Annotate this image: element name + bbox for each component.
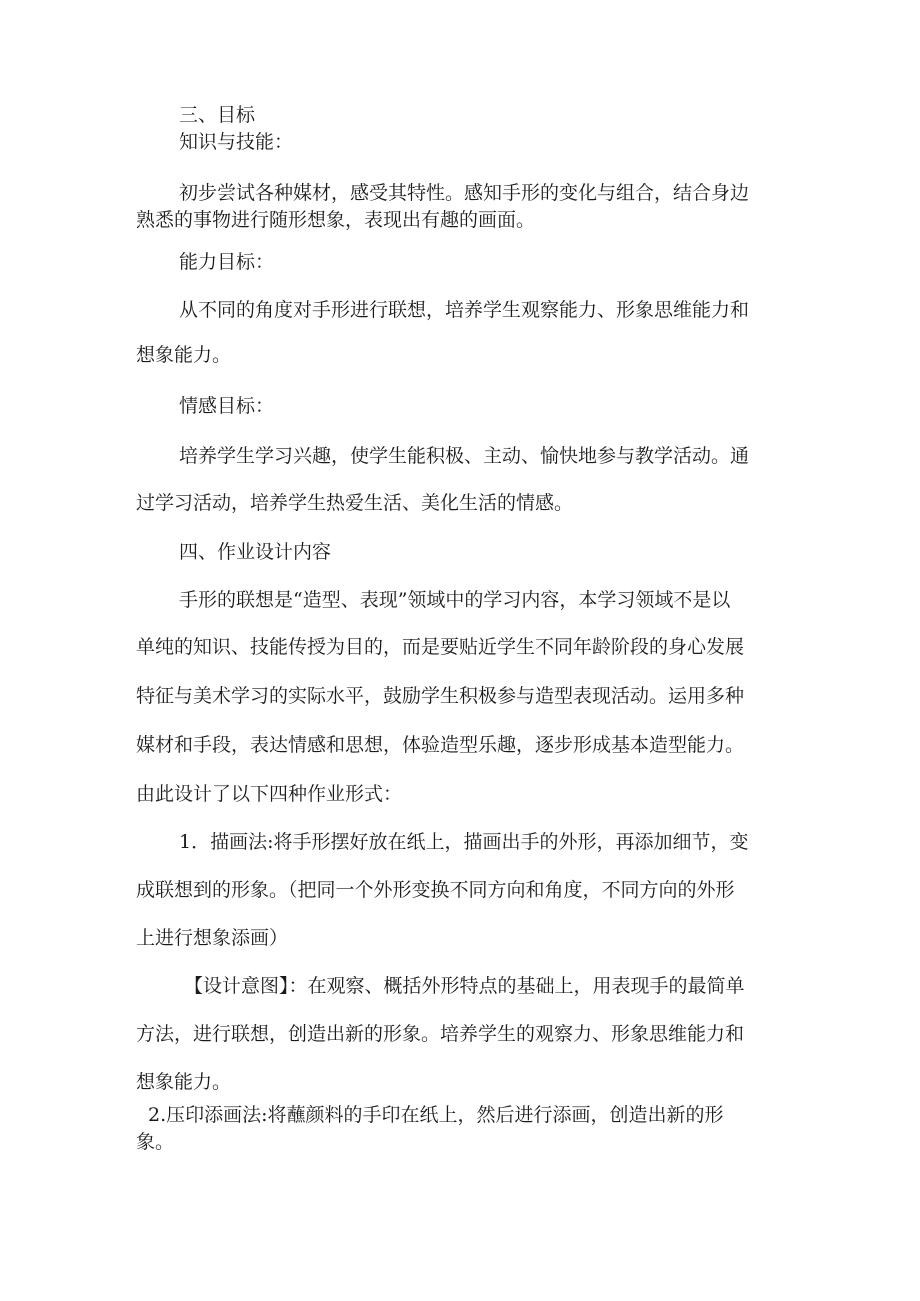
- paragraph-line: 媒材和手段，表达情感和思想，体验造型乐趣，逐步形成基本造型能力。: [136, 734, 745, 756]
- paragraph-line: 初步尝试各种媒材，感受其特性。感知手形的变化与组合，结合身边: [179, 182, 750, 204]
- paragraph-line: 特征与美术学习的实际水平，鼓励学生积极参与造型表现活动。运用多种: [136, 685, 745, 707]
- paragraph-line: 单纯的知识、技能传授为目的，而是要贴近学生不同年龄阶段的身心发展: [136, 636, 745, 658]
- list-item-print-painting-method: 2.压印添画法:将蘸颜料的手印在纸上，然后进行添画，创造出新的形: [148, 1104, 724, 1126]
- paragraph-line: 从不同的角度对手形进行联想，培养学生观察能力、形象思维能力和: [179, 299, 750, 321]
- section-heading-goals: 三、目标: [179, 104, 256, 126]
- list-item-tracing-method: 1．描画法:将手形摆好放在纸上，描画出手的外形，再添加细节，变: [179, 831, 749, 853]
- paragraph-line: 象。: [136, 1131, 175, 1153]
- section-heading-homework-design: 四、作业设计内容: [179, 541, 332, 563]
- paragraph-line: 手形的联想是“造型、表现”领域中的学习内容，本学习领域不是以: [179, 589, 731, 611]
- paragraph-line: 培养学生学习兴趣，使学生能积极、主动、愉快地参与教学活动。通: [179, 445, 750, 467]
- paragraph-line: 上进行想象添画）: [136, 927, 289, 949]
- subheading-emotion-goals: 情感目标：: [179, 395, 275, 417]
- design-intent-paragraph: 【设计意图】：在观察、概括外形特点的基础上，用表现手的最简单: [184, 975, 745, 997]
- subheading-ability-goals: 能力目标：: [179, 251, 275, 273]
- paragraph-line: 熟悉的事物进行随形想象，表现出有趣的画面。: [136, 209, 536, 231]
- paragraph-line: 过学习活动，培养学生热爱生活、美化生活的情感。: [136, 492, 574, 514]
- paragraph-line: 由此设计了以下四种作业形式：: [136, 783, 403, 805]
- paragraph-line: 想象能力。: [136, 344, 232, 366]
- paragraph-line: 成联想到的形象。（把同一个外形变换不同方向和角度，不同方向的外形: [136, 879, 735, 901]
- paragraph-line: 方法，进行联想，创造出新的形象。培养学生的观察力、形象思维能力和: [136, 1023, 745, 1045]
- subheading-knowledge-skills: 知识与技能：: [179, 131, 294, 153]
- paragraph-line: 想象能力。: [136, 1071, 232, 1093]
